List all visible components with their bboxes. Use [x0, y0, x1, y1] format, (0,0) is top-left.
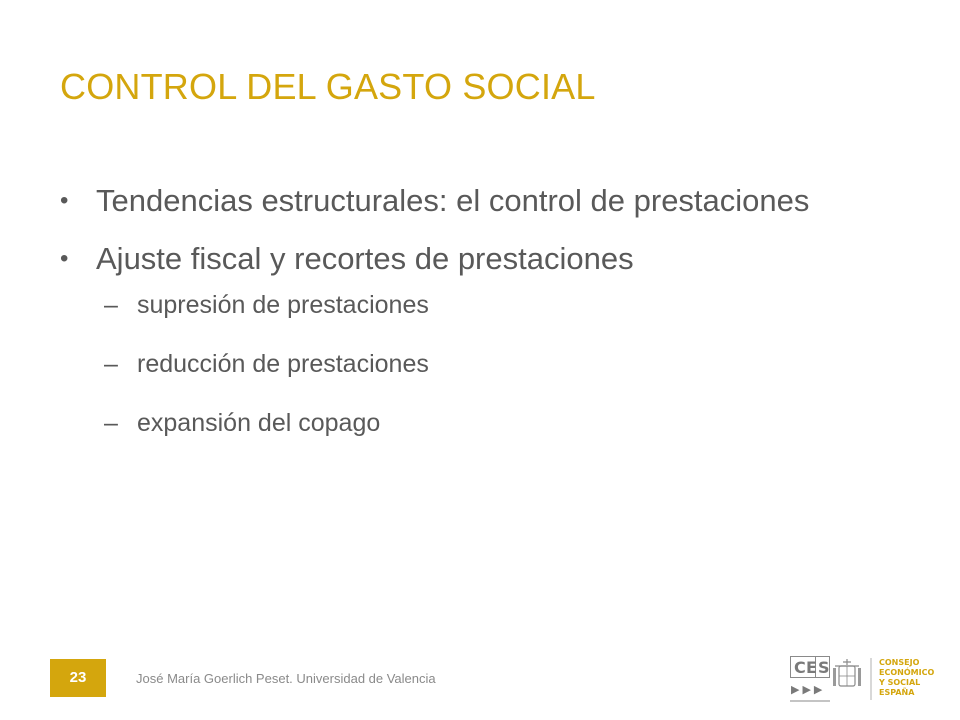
logo-letter: S	[818, 658, 830, 677]
sub-bullet-text: expansión del copago	[137, 409, 381, 437]
footer-author: José María Goerlich Peset. Universidad de Valencia	[136, 671, 436, 686]
sub-bullet-text: reducción de prestaciones	[137, 350, 429, 378]
logo-letter: C	[794, 658, 806, 677]
logo-line: Y SOCIAL	[879, 678, 921, 687]
sub-bullet-marker: –	[104, 291, 118, 319]
logo-wordmark	[879, 658, 934, 698]
sub-bullet-item	[60, 404, 880, 442]
bullet-text: Ajuste fiscal y recortes de prestaciones	[96, 241, 634, 276]
logo-arrows-icon: ▶▶▶	[791, 683, 826, 696]
logo-line: CONSEJO	[879, 658, 920, 667]
sub-bullet-item	[60, 345, 880, 383]
sub-bullet-list	[60, 286, 880, 442]
bullet-marker: •	[60, 245, 69, 272]
page-number: 23	[50, 659, 106, 697]
sub-bullet-marker: –	[104, 350, 118, 378]
bullet-item	[60, 178, 880, 224]
logo-letter: E	[806, 658, 817, 677]
slide-title: CONTROL DEL GASTO SOCIAL	[60, 66, 596, 107]
ces-logo	[790, 656, 940, 704]
bullet-item	[60, 236, 880, 282]
logo-line: ECONÓMICO	[879, 668, 935, 677]
bullet-text: Tendencias estructurales: el control de prestaciones	[96, 183, 810, 218]
sub-bullet-item	[60, 286, 880, 324]
bullet-marker: •	[60, 187, 69, 214]
coat-of-arms-icon	[833, 659, 861, 686]
sub-bullet-marker: –	[104, 409, 118, 437]
logo-line: ESPAÑA	[879, 688, 915, 697]
sub-bullet-text: supresión de prestaciones	[137, 291, 429, 319]
bullet-list	[60, 178, 880, 463]
